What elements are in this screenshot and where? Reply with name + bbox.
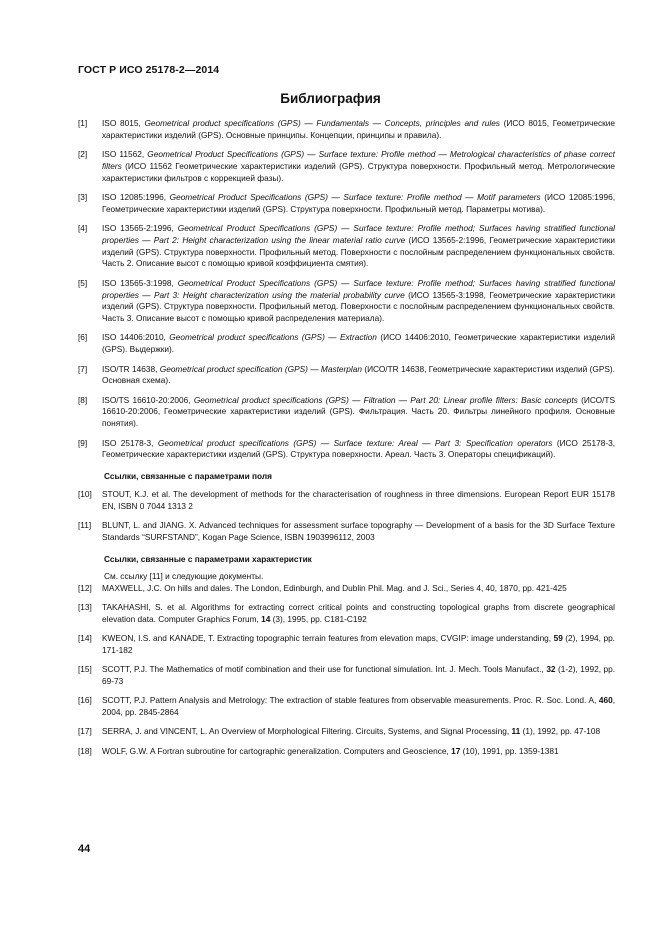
page-number: 44 (78, 843, 91, 855)
reference-number: [17] (78, 726, 92, 737)
reference-number: [7] (78, 363, 88, 374)
reference-title: Geometrical Product Specifications (GPS) — Surface texture: Profile method; Surfaces having stratified functional properties — Part 3: Height characterization using the material probability curve (102, 277, 616, 300)
reference-number: [12] (78, 582, 92, 593)
reference-number: [15] (78, 664, 92, 675)
reference-pages: , 2004, pp. 2845-2864 (102, 695, 615, 718)
reference-text (102, 746, 615, 758)
reference-text (102, 149, 615, 184)
reference-number: [16] (78, 695, 92, 706)
see-also-note: См. ссылку [11] и следующие документы. (104, 570, 264, 581)
reference-text (102, 695, 615, 719)
reference-standard: ISO 14406:2010, (102, 332, 170, 343)
reference-citation: TAKAHASHI, S. et al. Algorithms for extracting correct critical points and constructing topological graphs from discrete geographical elevation data. Computer Graphics Forum, (102, 602, 615, 624)
reference-item (78, 118, 615, 142)
reference-item (78, 149, 615, 184)
reference-text (102, 223, 615, 270)
reference-text (102, 664, 615, 688)
reference-text (102, 192, 615, 216)
reference-number: [9] (78, 437, 88, 448)
feature-parameter-references (78, 583, 615, 758)
reference-item (78, 602, 615, 626)
reference-text (102, 118, 615, 142)
reference-title: Geometrical Product Specifications (GPS) — Surface texture: Profile method; Surfaces having stratified functional properties — Part 2: Height characterization using the linear material ratio curve (102, 223, 616, 245)
reference-item (78, 364, 615, 388)
section-heading-feature-parameters: Ссылки, связанные с параметрами характеристик (104, 553, 312, 564)
reference-translation: (ИСО 25178-3, Геометрические характеристики изделий (GPS). Структура поверхности. Ареал. Часть 3. Операторы спецификаций). (102, 437, 615, 460)
reference-citation: SERRA, J. and VINCENT, L. An Overview of Morphological Filtering. Circuits, Systems, and Signal Processing, (102, 726, 512, 737)
reference-number: [2] (78, 149, 88, 160)
reference-number: [11] (78, 520, 92, 531)
reference-title: Geometrical Product Specifications (GPS) — Surface texture: Profile method — Motif parameters (169, 191, 541, 202)
reference-pages: (3), 1995, pp. C181-C192 (270, 613, 367, 624)
reference-item (78, 695, 615, 719)
reference-volume: 17 (451, 745, 461, 756)
reference-translation: (ИСО/TS 16610-20:2006, Геометрические характеристики изделий (GPS). Фильтрация. Часть 20. Фильтры линейного профиля. Основные понятия). (102, 394, 615, 429)
reference-volume: 14 (261, 613, 271, 624)
reference-title: Geometrical product specification (GPS) — Masterplan (159, 363, 362, 374)
reference-text (102, 438, 615, 462)
reference-translation: (ИСО 8015, Геометрические характеристики изделий (GPS). Основные принципы. Концепции, принципы и правила). (102, 118, 616, 140)
reference-citation: KWEON, I.S. and KANADE, T. Extracting topographic terrain features from elevation maps, CVGIP: image understanding, (102, 633, 554, 644)
reference-standard: ISO 8015, (102, 118, 145, 128)
reference-text (102, 602, 615, 626)
reference-item (78, 664, 615, 688)
reference-translation: (ИСО 13565-2:1996, Геометрические характеристики изделий (GPS). Структура поверхности. Профильный метод. Поверхности с послойным распределением функциональных свойств. Часть 2. Описание высот с помощью кривой коэффициента смятия). (102, 234, 615, 269)
reference-pages: (1), 1992, pp. 47-108 (520, 726, 601, 737)
reference-item (78, 583, 615, 595)
reference-translation: (ИСО 14406:2010, Геометрические характеристики изделий (GPS). Выдержки). (102, 332, 615, 355)
reference-pages: (2), 1994, pp. 171-182 (102, 633, 615, 655)
reference-number: [5] (78, 277, 88, 288)
reference-pages: (1-2), 1992, pp. 69-73 (102, 664, 616, 687)
bibliography-list (78, 118, 615, 765)
reference-standard: ISO/TS 16610-20:2006, (102, 394, 194, 405)
section-heading-field-parameters: Ссылки, связанные с параметрами поля (104, 471, 272, 482)
reference-volume: 460 (598, 695, 613, 706)
reference-item (78, 223, 615, 270)
reference-translation: (ИСО 13565-3:1998, Геометрические характеристики изделий (GPS). Структура поверхности. Профильный метод. Поверхности с послойным распределением функциональных свойств. Часть 3. Описание высот с помощью кривой распределения материала). (102, 289, 615, 324)
reference-item (78, 520, 615, 544)
reference-item (78, 438, 615, 462)
reference-title: Geometrical Product Specifications (GPS) — Surface texture: Profile method — Metrological characteristics of phase correct filters (102, 149, 615, 171)
reference-pages: (10), 1991, pp. 1359-1381 (460, 745, 559, 756)
reference-standard: ISO 12085:1996, (102, 191, 170, 202)
reference-item (78, 726, 615, 738)
reference-title: Geometrical product specifications (GPS) — Surface texture: Areal — Part 3: Specification operators (157, 437, 553, 448)
reference-standard: ISO 13565-2:1996, (102, 223, 178, 234)
reference-number: [8] (78, 394, 88, 405)
reference-item (78, 395, 615, 430)
reference-number: [14] (78, 633, 92, 644)
reference-citation: MAXWELL, J.C. On hills and dales. The London, Edinburgh, and Dublin Phil. Mag. and J. Sci., Series 4, 40, 1870, pp. 421-425 (102, 582, 567, 593)
reference-text (102, 278, 615, 325)
reference-standard: ISO 11562, (102, 149, 148, 160)
reference-text (102, 633, 615, 657)
reference-text: BLUNT, L. and JIANG. X. Advanced techniques for assessment surface topography — Development of a basis for the 3D Surface Texture Standards “SURFSTAND”, Kogan Page Science, ISBN 1903996112, 2003 (102, 520, 615, 543)
reference-item (78, 278, 615, 325)
reference-number: [18] (78, 745, 92, 756)
field-parameter-references (78, 489, 615, 544)
document-header: ГОСТ Р ИСО 25178-2—2014 (78, 64, 220, 76)
reference-volume: 59 (553, 633, 563, 644)
reference-number: [4] (78, 223, 88, 234)
standards-references (78, 118, 615, 461)
reference-item (78, 332, 615, 356)
reference-text (102, 364, 615, 388)
reference-translation: (ИСО/TR 14638, Геометрические характеристики изделий (GPS). Основная схема). (102, 363, 615, 386)
reference-item (78, 746, 615, 758)
reference-number: [3] (78, 191, 88, 202)
reference-text: STOUT, K.J. et al. The development of methods for the characterisation of roughness in three dimensions. European Report EUR 15178 EN, ISBN 0 7044 1313 2 (102, 489, 615, 511)
reference-number: [13] (78, 602, 92, 613)
reference-standard: ISO/TR 14638, (102, 363, 160, 374)
reference-title: Geometrical product specifications (GPS) — Fundamentals — Concepts, principles and rules (144, 118, 500, 128)
reference-number: [1] (78, 118, 88, 128)
reference-item (78, 192, 615, 216)
reference-text (102, 583, 615, 595)
reference-standard: ISO 13565-3:1998, (102, 277, 178, 288)
reference-text (102, 395, 615, 430)
reference-translation: (ИСО 12085:1996, Геометрические характеристики изделий (GPS). Структура поверхности. Профильный метод. Параметры мотива). (102, 191, 615, 214)
reference-volume: 32 (546, 664, 556, 675)
reference-title: Geometrical product specifications (GPS) — Extraction (169, 332, 377, 343)
reference-number: [6] (78, 332, 88, 343)
reference-text (102, 726, 615, 738)
reference-item (78, 489, 615, 513)
reference-text (102, 332, 615, 356)
reference-standard: ISO 25178-3, (102, 437, 158, 448)
reference-number: [10] (78, 489, 92, 500)
page-title: Библиография (280, 91, 381, 106)
reference-citation: SCOTT, P.J. The Mathematics of motif combination and their use for functional simulation. Int. J. Mech. Tools Manufact., (102, 664, 547, 675)
reference-translation: (ИСО 11562 Геометрические характеристики изделий (GPS). Структура поверхности. Профильный метод. Метрологические характеристики фильтров с коррекцией фазы). (102, 160, 615, 183)
reference-citation: WOLF, G.W. A Fortran subroutine for cartographic generalization. Computers and Geoscience, (102, 745, 452, 756)
reference-item (78, 633, 615, 657)
reference-citation: SCOTT, P.J. Pattern Analysis and Metrology: The extraction of stable features from observable measurements. Proc. R. Soc. Lond. A, (102, 695, 599, 706)
reference-volume: 11 (511, 726, 521, 737)
reference-title: Geometrical product specifications (GPS) — Filtration — Part 20: Linear profile filters: Basic concepts (193, 394, 578, 405)
